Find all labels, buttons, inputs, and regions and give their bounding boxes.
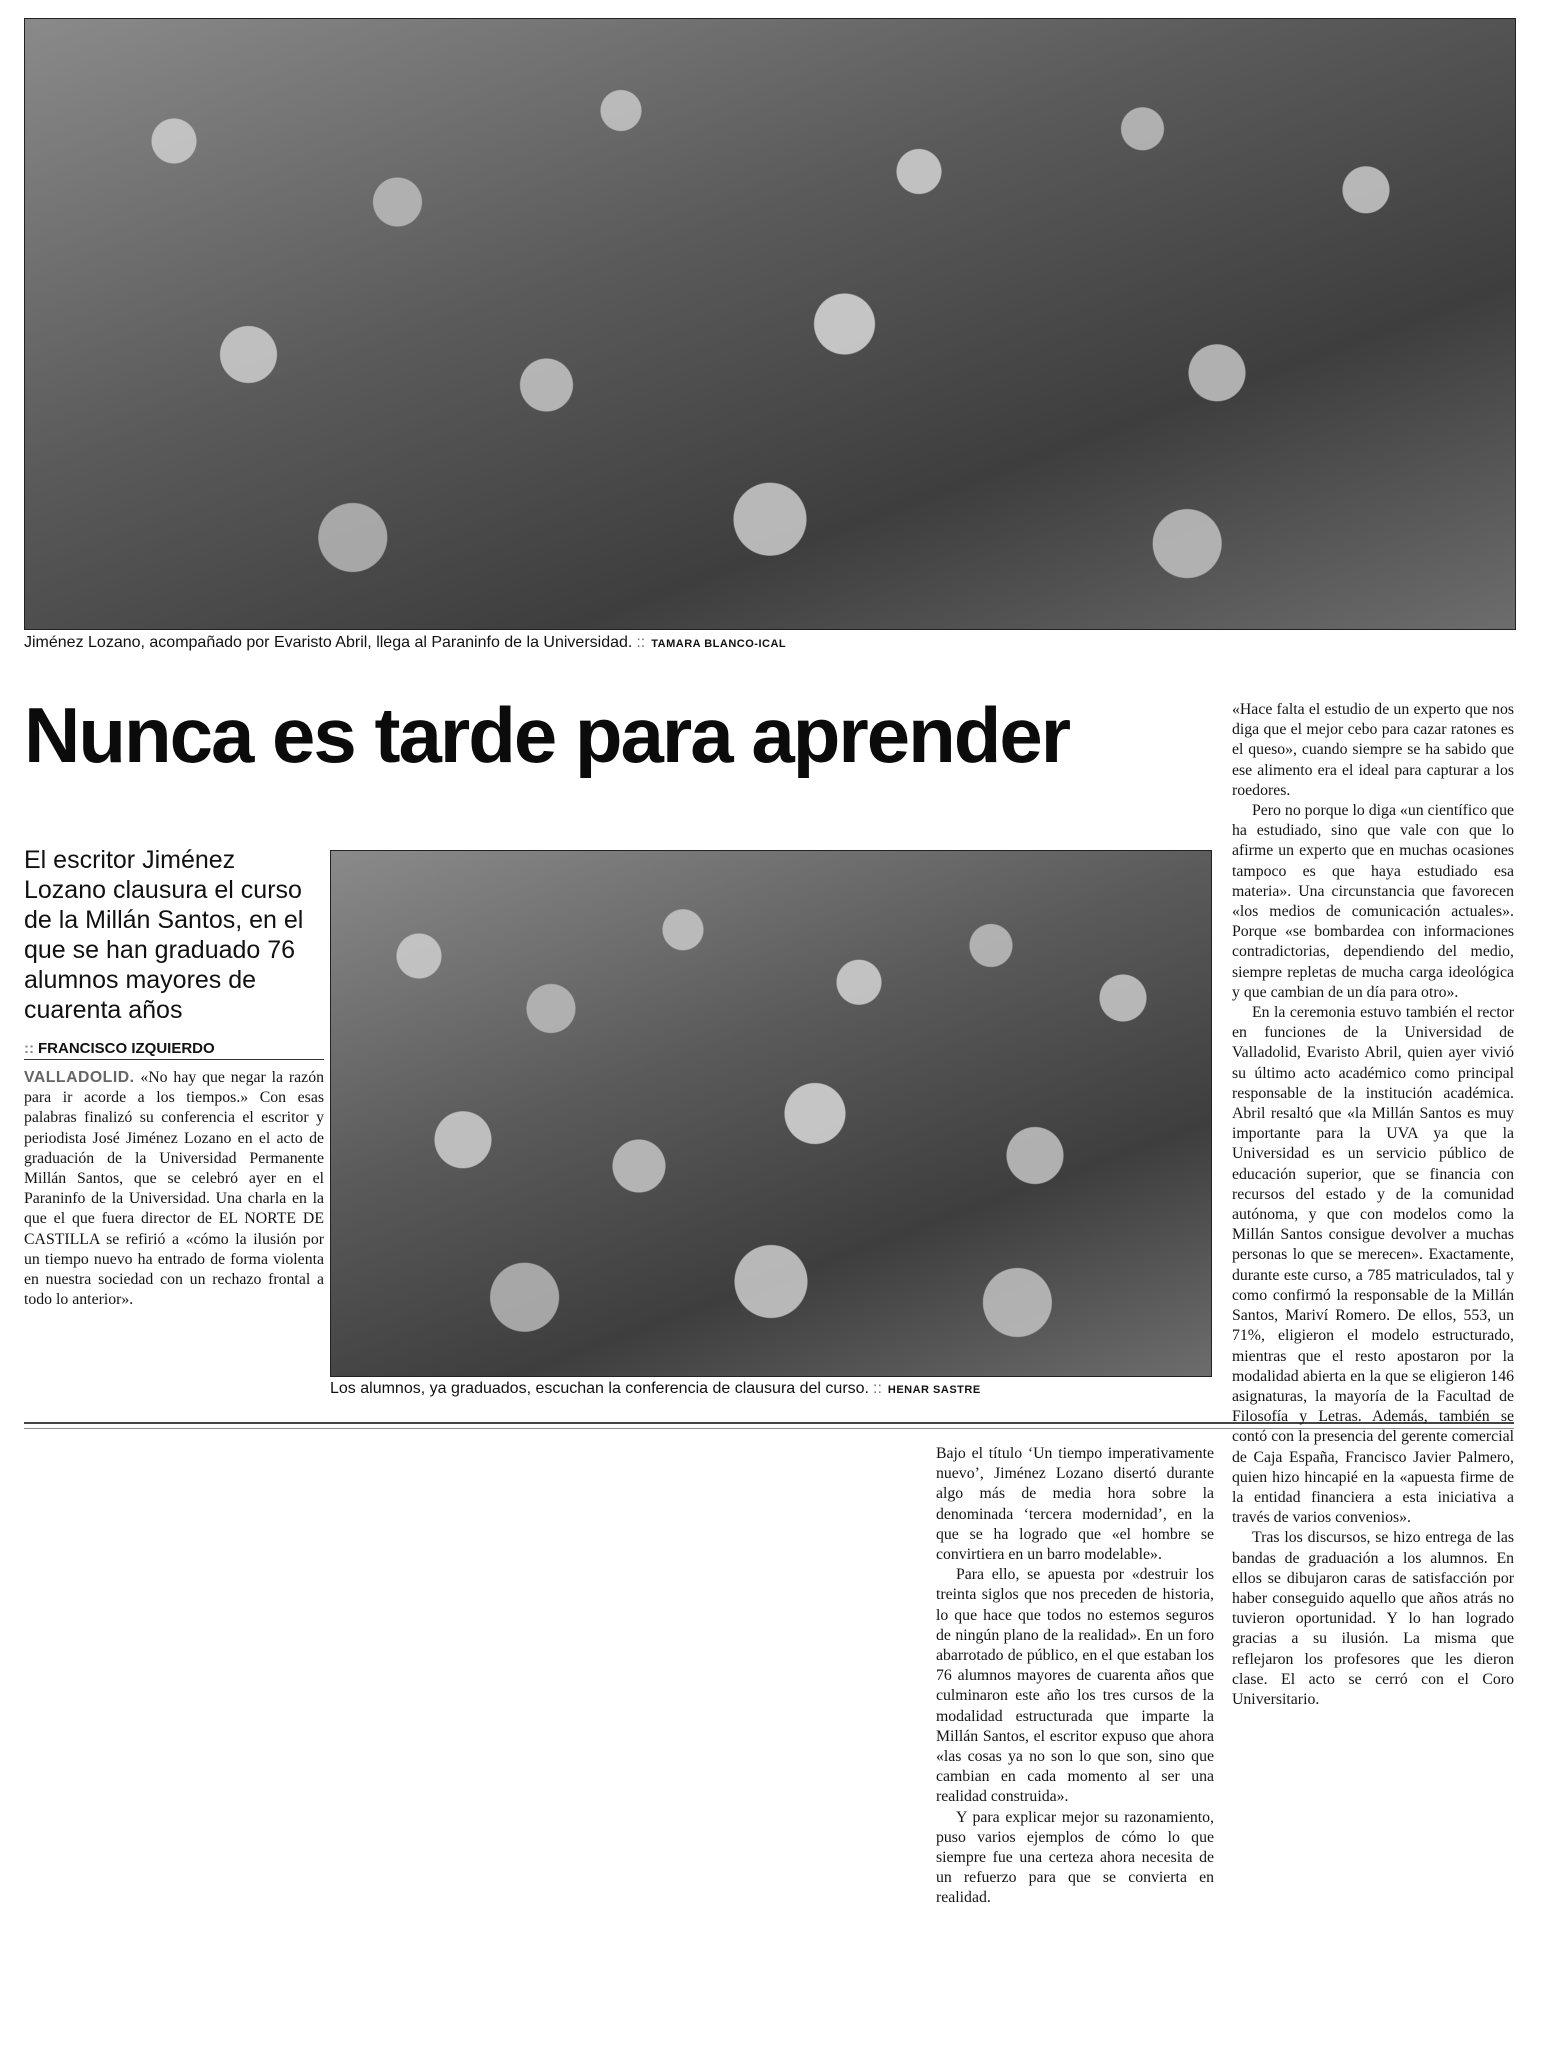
paragraph: Para ello, se apuesta por «destruir los treinta siglos que nos preceden de historia, lo que hace que todos no estemos seguros de ningún plano de la realidad». En un foro abarrotado de público, en el que estaban los 76 alumnos mayores de cuarenta años que culminaron este año los tres cursos de la modalidad estructurada que imparte la Millán Santos, el escritor expuso que ahora «las cosas ya no son lo que son, sino que cambian en cada momento al ser una realidad construida». bbox=[936, 1566, 1214, 1806]
paragraph: Pero no porque lo diga «un científico que ha estudiado, sino que vale con que lo afirme un experto que en muchas ocasiones tampoco es que haya estudiado esa materia». Una circunstancia que favorecen «los medios de comunicación actuales». Porque «se bombardea con informaciones contradictorias, dependiendo del medio, siempre repletas de mucha carga ideológica y que cambian de un día para otro». bbox=[1232, 802, 1514, 1001]
dateline: VALLADOLID. bbox=[24, 1069, 135, 1086]
caption-separator: :: bbox=[636, 634, 646, 651]
paragraph: «Hace falta el estudio de un experto que nos diga que el mejor cebo para cazar ratones es el queso», cuando siempre se ha sabido que ese alimento era el ideal para capturar a los roedores. bbox=[1232, 701, 1514, 799]
byline-marks: :: bbox=[24, 1040, 34, 1057]
headline: Nunca es tarde para aprender bbox=[24, 691, 1070, 779]
top-caption-text: Jiménez Lozano, acompañado por Evaristo Abril, llega al Paraninfo de la Universidad. bbox=[24, 634, 633, 651]
caption-separator: :: bbox=[873, 1380, 882, 1397]
column-1 bbox=[24, 1068, 324, 1310]
audience-image bbox=[331, 851, 1211, 1376]
paragraph-text: «No hay que negar la razón para ir acorde a los tiempos.» Con esas palabras finalizó su conferencia el escritor y periodista José Jiménez Lozano en el acto de graduación de la Universidad Permanente Millán Santos, que se celebró ayer en el Paraninfo de la Universidad. Una charla en la que el que fuera director de EL NORTE DE CASTILLA se refirió a «cómo la ilusión por un tiempo nuevo ha entrado de forma violenta en nuestra sociedad con un rechazo frontal a todo lo anterior». bbox=[24, 1069, 324, 1309]
second-photo-credit: HENAR SASTRE bbox=[887, 1384, 981, 1396]
top-photo-credit: TAMARA BLANCO-ICAL bbox=[651, 638, 787, 650]
paragraph: Tras los discursos, se hizo entrega de las bandas de graduación a los alumnos. En ellos se dibujaron caras de satisfacción por haber conseguido aquello que años atrás no tuvieron oportunidad. Y lo han logrado gracias a su ilusión. La misma que reflejaron los profesores que les dieron clase. El acto se cerró con el Coro Universitario. bbox=[1232, 1529, 1514, 1708]
top-photo bbox=[24, 18, 1516, 630]
paragraph: En la ceremonia estuvo también el rector en funciones de la Universidad de Valladolid, Evaristo Abril, quien ayer vivió su último acto académico como principal responsable de la institución académica. Abril resaltó que «la Millán Santos es muy importante para la UVA ya que la Universidad es un servicio público de educación superior, que se financia con recursos del estado y de la comunidad autónoma, y que con modelos como la Millán Santos consigue devolver a muchas personas lo que se merecen». Exactamente, durante este curso, a 785 matriculados, tal y como confirmó la responsable de la Millán Santos, Mariví Romero. De ellos, 553, un 71%, eligieron el modelo estructurado, mientras que el resto apostaron por la modalidad abierta en la que se eligieron 146 asignaturas, la mayoría de la Facultad de Filosofía y Letras. Además, también se contó con la presencia del gerente comercial de Caja España, Francisco Javier Palmero, quien hizo hincapié en la «apuesta firme de la entidad financiera a esta iniciativa a través de varios convenios». bbox=[1232, 1004, 1514, 1527]
paragraph: Y para explicar mejor su razonamiento, puso varios ejemplos de cómo lo que siempre fue una certeza ahora necesita de un refuerzo para que se convierta en realidad. bbox=[936, 1808, 1214, 1907]
second-photo bbox=[330, 850, 1212, 1377]
top-photo-caption bbox=[24, 634, 786, 652]
paragraph bbox=[24, 1068, 324, 1310]
paragraph: Bajo el título ‘Un tiempo imperativamente nuevo’, Jiménez Lozano disertó durante algo más de media hora sobre la denominada ‘tercera modernidad’, en la que se ha logrado que «el hombre se convirtiera en un barro modelable». bbox=[936, 1445, 1214, 1564]
column-3 bbox=[1232, 700, 1514, 1710]
column-2 bbox=[936, 1444, 1214, 1909]
byline-author: FRANCISCO IZQUIERDO bbox=[38, 1040, 215, 1057]
byline bbox=[24, 1040, 324, 1060]
crowd-image bbox=[25, 19, 1515, 629]
second-photo-caption bbox=[330, 1380, 981, 1398]
subhead: El escritor Jiménez Lozano clausura el curso de la Millán Santos, en el que se han graduado 76 alumnos mayores de cuarenta años bbox=[24, 846, 304, 1024]
second-caption-text: Los alumnos, ya graduados, escuchan la conferencia de clausura del curso. bbox=[330, 1380, 869, 1397]
